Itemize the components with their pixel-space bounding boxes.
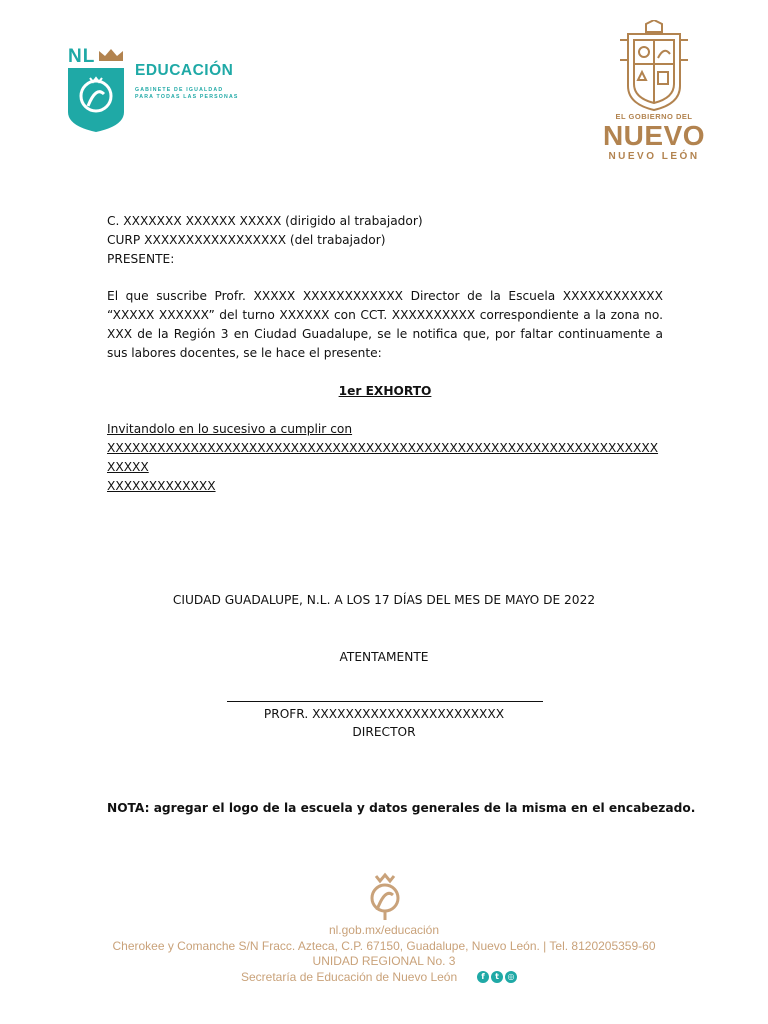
- gobierno-line3: NUEVO LEÓN: [608, 151, 700, 162]
- note: NOTA: agregar el logo de la escuela y datos generales de la misma en el encabezado.: [107, 801, 696, 815]
- educacion-subtitle: GABINETE DE IGUALDAD PARA TODAS LAS PERSONAS: [135, 87, 239, 100]
- footer-unidad: UNIDAD REGIONAL No. 3: [312, 954, 456, 968]
- date-line: CIUDAD GUADALUPE, N.L. A LOS 17 DÍAS DEL MES DE MAYO DE 2022: [172, 593, 596, 607]
- invitation-paragraph: [107, 420, 663, 496]
- signature-line: [227, 701, 543, 702]
- footer-website: nl.gob.mx/educación: [328, 923, 440, 937]
- footer-address: Cherokee y Comanche S/N Fracc. Azteca, C.P. 67150, Guadalupe, Nuevo León. | Tel. 8120205359-60: [112, 939, 656, 953]
- gobierno-nuevo-leon-logo: [598, 20, 710, 165]
- lion-emblem-icon: [368, 870, 402, 922]
- crown-icon: [98, 48, 124, 62]
- recipient-name: C. XXXXXXX XXXXXX XXXXX (dirigido al trabajador): [107, 214, 423, 228]
- recipient-curp: CURP XXXXXXXXXXXXXXXXX (del trabajador): [107, 233, 386, 247]
- invitation-line: XXXXXXXXXXXXXXXXXXXXXXXXXXXXXXXXXXXXXXXXXXXXXXXXXXXXXXXXXXXXXXXXXXXXXXX: [107, 441, 659, 474]
- educacion-title: EDUCACIÓN: [135, 62, 234, 79]
- educacion-logo: [66, 44, 256, 136]
- document-title: 1er EXHORTO: [338, 384, 432, 398]
- invitation-line: Invitandolo en lo sucesivo a cumplir con: [107, 422, 353, 436]
- twitter-icon[interactable]: t: [491, 971, 503, 983]
- closing: ATENTAMENTE: [339, 650, 429, 664]
- nl-logo-text: NL: [68, 46, 96, 67]
- footer-secretaria: Secretaría de Educación de Nuevo León: [241, 970, 458, 984]
- coat-of-arms-icon: [618, 20, 690, 112]
- facebook-icon[interactable]: f: [477, 971, 489, 983]
- intro-paragraph: El que suscribe Profr. XXXXX XXXXXXXXXXXX Director de la Escuela XXXXXXXXXXXX “XXXXX XXXXXX” del turno XXXXXX con CCT. XXXXXXXXXX correspondiente a la zona no. XXX de la Región 3 en Ciudad Guadalupe, se le notifica que, por faltar continuamente a sus labores docentes, se le hace el presente:: [107, 289, 663, 360]
- social-icons: [477, 966, 519, 980]
- shield-lion-icon: [66, 66, 126, 134]
- gobierno-line2: NUEVO: [602, 120, 706, 151]
- signer-name: PROFR. XXXXXXXXXXXXXXXXXXXXXXX: [263, 707, 505, 721]
- signer-role: DIRECTOR: [352, 725, 416, 739]
- recipient-block: [107, 212, 667, 269]
- instagram-icon[interactable]: ◎: [505, 971, 517, 983]
- gobierno-line1: EL GOBIERNO DEL: [615, 112, 693, 121]
- recipient-presente: PRESENTE:: [107, 252, 175, 266]
- invitation-line: XXXXXXXXXXXXX: [107, 479, 216, 493]
